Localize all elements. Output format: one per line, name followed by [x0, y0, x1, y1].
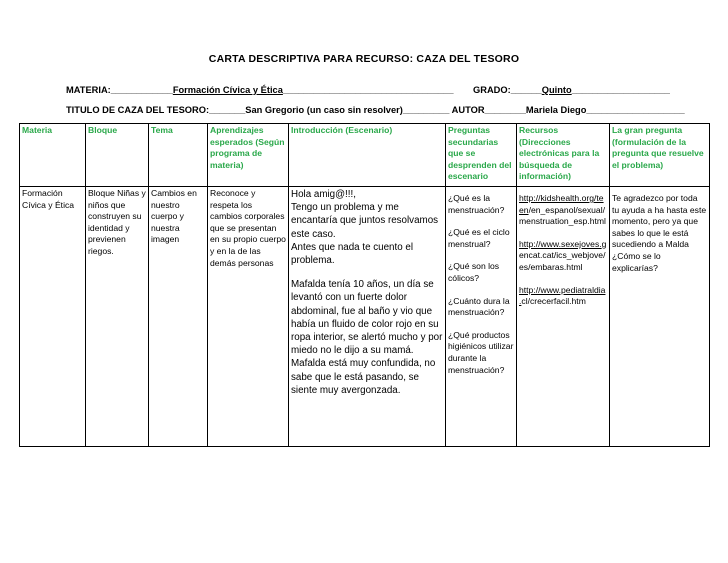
recurso-item [519, 193, 607, 228]
intro-paragraph: Hola amig@!!!, [291, 189, 356, 200]
document-title: CARTA DESCRIPTIVA PARA RECURSO: CAZA DEL TESORO [208, 53, 520, 65]
cell-gran-pregunta [610, 187, 710, 447]
header-materia: Materia [20, 124, 86, 187]
header-row [20, 124, 710, 187]
materia-fill-before: ____________ [110, 85, 173, 95]
header-tema: Tema [149, 124, 208, 187]
autor-label: AUTOR [451, 105, 485, 115]
pregunta-item: ¿Qué son los cólicos? [448, 261, 500, 283]
grado-label: GRADO: [473, 85, 511, 95]
recurso-rest: cl/crecerfacil.htm [521, 296, 586, 307]
cell-introduccion [289, 187, 446, 447]
materia-value: Formación Cívica y Ética [172, 85, 283, 95]
header-introduccion: Introducción (Escenario) [289, 124, 446, 187]
titulo-label: TITULO DE CAZA DEL TESORO: [66, 105, 210, 115]
autor-fill-before: ________ [484, 105, 526, 115]
descriptive-table [19, 123, 710, 447]
intro-paragraph: Tengo un problema y me encantaría que juntos resolvamos este caso. [291, 202, 439, 240]
pregunta-item: ¿Qué es la menstruación? [448, 193, 505, 215]
recurso-link[interactable]: http://kidshealth.org/teen [519, 193, 604, 215]
pregunta-item: ¿Cuánto dura la menstruación? [448, 295, 510, 318]
cell-materia: Formación Cívica y Ética [20, 187, 86, 447]
grado-fill-after: ___________________ [571, 85, 670, 95]
titulo-fill-before: _______ [209, 105, 246, 115]
cell-aprendizajes: Reconoce y respeta los cambios corporales que se presentan en su propio cuerpo y en la de las demás personas [208, 187, 289, 447]
titulo-line [66, 105, 685, 115]
pregunta-item: ¿Qué es el ciclo menstrual? [448, 227, 510, 249]
recurso-item [519, 285, 607, 308]
cell-tema: Cambios en nuestro cuerpo y nuestra imagen [149, 187, 208, 447]
autor-fill-after: ___________________ [586, 105, 685, 115]
materia-fill-after: _________________________________ [282, 85, 454, 95]
materia-line [66, 85, 454, 95]
recurso-rest: /en_espanol/sexual/menstruation_esp.html [519, 204, 606, 227]
titulo-value: San Gregorio (un caso sin resolver) [245, 105, 403, 115]
materia-label: MATERIA: [66, 85, 111, 95]
intro-paragraph: Mafalda tenía 10 años, un día se levantó con un fuerte dolor abdominal, fue al baño y vio que había un fluido de color rojo en su ropa interior, se alertó mucho y por miedo no le dijo a su mamá. [291, 279, 443, 357]
header-aprendizajes: Aprendizajes esperados (Según programa de materia) [208, 124, 289, 187]
header-recursos: Recursos (Direcciones electrónicas para la búsqueda de información) [517, 124, 610, 187]
intro-paragraph: Antes que nada te cuento el problema. [291, 241, 414, 267]
header-bloque: Bloque [86, 124, 149, 187]
table-row [20, 187, 710, 447]
cell-preguntas [446, 187, 517, 447]
header-preguntas: Preguntas secundarias que se desprenden del escenario [446, 124, 517, 187]
grado-fill-before: ______ [510, 85, 542, 95]
intro-paragraph: Mafalda está muy confundida, no sabe que le está pasando, se siente muy avergonzada. [291, 358, 436, 396]
gran-pregunta-text: Te agradezco por toda tu ayuda a ha hasta este momento, pero ya que sabes lo que le está sucediendo a Malda [612, 193, 707, 250]
cell-recursos [517, 187, 610, 447]
autor-value: Mariela Diego [525, 105, 587, 115]
grado-line [473, 85, 670, 95]
recurso-rest: gencat.cat/ics_webjove/es/embaras.html [519, 238, 607, 272]
pregunta-item: ¿Qué productos higiénicos utilizar durante la menstruación? [448, 329, 514, 375]
grado-value: Quinto [541, 85, 572, 95]
recurso-link[interactable]: http://www.sexejoves. [519, 238, 602, 249]
titulo-fill-after: _________ [402, 105, 450, 115]
gran-pregunta-question: ¿Cómo se lo explicarías? [612, 250, 661, 273]
recurso-item [519, 239, 607, 274]
header-gran-pregunta: La gran pregunta (formulación de la pregunta que resuelve el problema) [610, 124, 710, 187]
cell-bloque: Bloque Niñas y niños que construyen su identidad y previenen riegos. [86, 187, 149, 447]
recurso-link[interactable]: http://www.pediatraldia. [519, 284, 606, 307]
intro-spacer [291, 267, 443, 278]
